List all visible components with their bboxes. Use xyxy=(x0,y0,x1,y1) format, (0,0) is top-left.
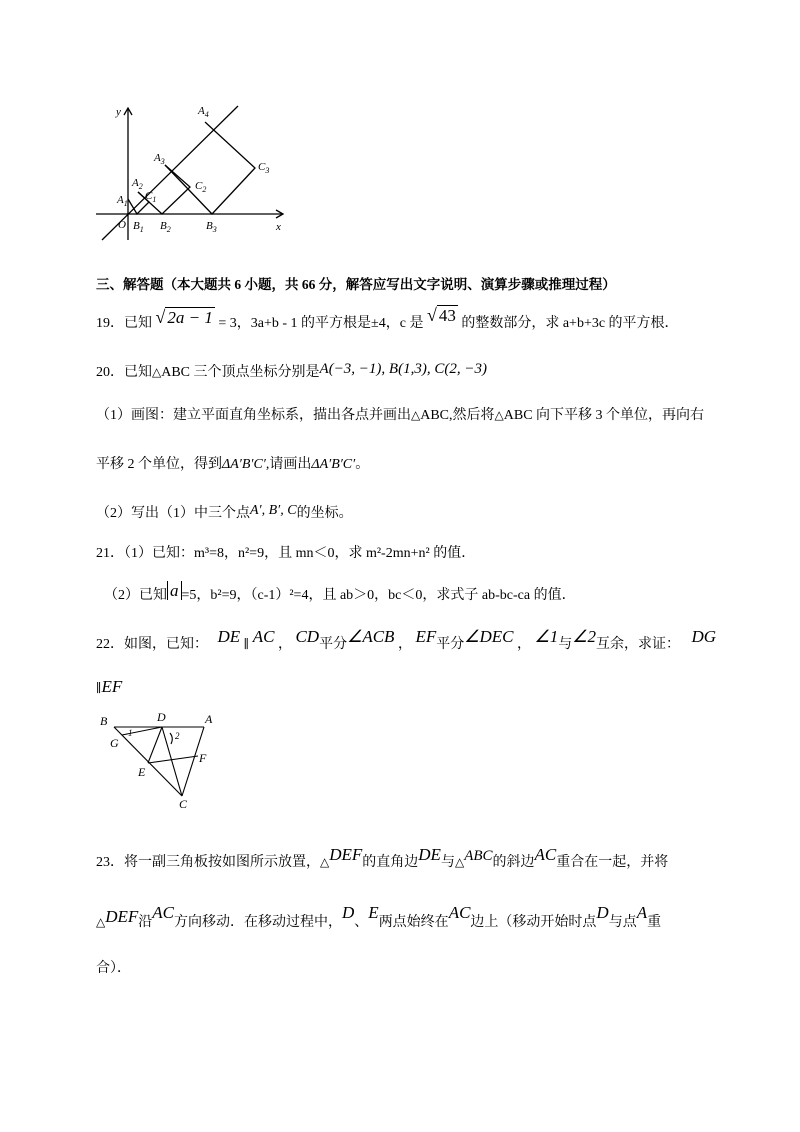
fig2-label-1: 1 xyxy=(128,728,133,738)
q19-mid: = 3，3a+b - 1 的平方根是±4，c 是 xyxy=(218,316,424,331)
q23-DEF: DEF xyxy=(329,845,363,864)
fig2-label-C: C xyxy=(179,797,188,811)
q23-k: 与点 xyxy=(608,915,637,930)
question-22-line1: 22．如图，已知： DE ∥ AC ， CD平分∠ACB ， EF平分∠DEC ， ∠1与∠2互余，求证： DG xyxy=(96,627,717,652)
q23-c: 与 xyxy=(440,855,455,870)
label-A3: $A_3$ xyxy=(154,152,165,166)
q22-complementary: 互余，求证： xyxy=(595,637,680,652)
fig2-label-2: 2 xyxy=(175,731,180,741)
segment-DE xyxy=(148,727,162,763)
q23-D: D xyxy=(342,903,355,922)
q22-angle-1: ∠1 xyxy=(534,627,559,646)
angle-arc-2 xyxy=(170,733,172,744)
section-3-heading: 三、解答题（本大题共 6 小题，共 66 分，解答应写出文字说明、演算步骤或推理过程） xyxy=(96,277,616,292)
q20-p1-text-a: （1）画图：建立平面直角坐标系，描出各点并画出 xyxy=(96,408,411,423)
question-21-part1: 21．（1）已知：m³=8，n²=9，且 mn＜0，求 m²-2mn+n² 的值． xyxy=(96,546,476,561)
figure-triangle-q22 xyxy=(92,708,232,812)
q22-bisect-2: 平分 xyxy=(436,637,465,652)
question-19 xyxy=(96,305,679,333)
q20-p2-b: 的坐标。 xyxy=(296,506,353,521)
q19-suffix: 的整数部分，求 a+b+3c 的平方根． xyxy=(461,316,679,331)
q23-l: 重 xyxy=(647,915,662,930)
abs-a: a xyxy=(167,581,182,600)
fig2-label-D: D xyxy=(157,710,166,724)
square-3 xyxy=(165,122,255,214)
q23-i: 两点始终在 xyxy=(378,915,449,930)
q20-p2-a: （2）写出（1）中三个点 xyxy=(96,506,250,521)
q23-D2: D xyxy=(596,903,609,922)
q20-coords: A(−3, −1), B(1,3), C(2, −3) xyxy=(319,361,487,377)
question-20-part2 xyxy=(96,505,353,523)
triangle-prime-1: ΔA′B′C′ xyxy=(222,457,266,472)
q22-line2-EF: EF xyxy=(101,677,123,696)
label-A1: $A_1$ xyxy=(117,194,128,208)
question-21-part2 xyxy=(104,581,576,605)
question-20-part1-line2 xyxy=(96,456,369,474)
q23-line2-DEF: DEF xyxy=(105,907,139,926)
figure-squares-on-axes xyxy=(90,100,300,245)
question-22-line2 xyxy=(96,678,122,698)
fig2-label-G: G xyxy=(110,736,119,750)
q23-AC2: AC xyxy=(152,903,175,922)
q23-j: 边上（移动开始时点 xyxy=(470,915,597,930)
q23-AC: AC xyxy=(534,845,557,864)
q23-A: A xyxy=(636,903,648,922)
axis-y-label: y xyxy=(116,106,121,118)
q20-intro-text: 20．已知 xyxy=(96,365,152,380)
q23-h: 、 xyxy=(354,915,369,930)
q23-a: 23．将一副三角板按如图所示放置， xyxy=(96,855,320,870)
label-A2: $A_2$ xyxy=(132,177,143,191)
q20-triangle-text: ABC 三个顶点坐标分别是 xyxy=(161,365,320,380)
q22-AC: AC xyxy=(252,627,275,646)
sqrt-2a-1: √ 2a − 1 xyxy=(155,307,213,327)
question-23-line3: 合）． xyxy=(96,961,131,976)
q20-points: A′, B′, C xyxy=(250,503,297,518)
fig2-label-A: A xyxy=(205,712,213,726)
q23-g: 方向移动．在移动过程中， xyxy=(174,915,343,930)
q22-line2-parallel: ∥ xyxy=(96,681,102,695)
q20-p1-text-c: ABC 向下平移 3 个单位，再向右 xyxy=(503,408,705,423)
fig2-label-E: E xyxy=(138,765,146,779)
q19-prefix: 19．已知 xyxy=(96,316,152,331)
q20-p1-line2-c: 。 xyxy=(355,457,370,472)
label-C1: $C_1$ xyxy=(145,190,157,204)
q22-with: 与 xyxy=(558,637,573,652)
fig2-label-F: F xyxy=(199,751,207,765)
q21-p2-a: （2）已知 xyxy=(104,588,167,603)
q23-E: E xyxy=(368,903,379,922)
q22-CD: CD xyxy=(295,627,320,646)
sqrt-43: √ 43 xyxy=(426,305,456,325)
q22-angle-DEC: ∠DEC xyxy=(464,627,514,646)
q22-angle-2: ∠2 xyxy=(572,627,596,646)
question-23-line1: 23．将一副三角板按如图所示放置，△DEF的直角边DE与△ABC的斜边AC重合在一起，并将 xyxy=(96,845,669,870)
q22-EF: EF xyxy=(415,627,437,646)
question-23-line2: △DEF沿AC方向移动．在移动过程中，D、E两点始终在AC边上（移动开始时点D与点A重 xyxy=(96,903,662,930)
label-B2: $B_2$ xyxy=(160,220,171,234)
label-B3: $B_3$ xyxy=(206,220,217,234)
q22-a: 22．如图，已知： xyxy=(96,637,208,652)
q20-p1-line2-a: 平移 2 个单位，得到 xyxy=(96,457,222,472)
q23-e: 重合在一起，并将 xyxy=(556,855,669,870)
label-A4: $A_4$ xyxy=(198,105,209,119)
q22-parallel: ∥ xyxy=(243,637,250,651)
label-C2: $C_2$ xyxy=(195,180,207,194)
q23-f: 沿 xyxy=(138,915,153,930)
question-20-intro: 20．已知△ABC 三个顶点坐标分别是A(−3, −1), B(1,3), C(2, −3) xyxy=(96,361,487,380)
label-C3: $C_3$ xyxy=(258,161,270,175)
q23-AC3: AC xyxy=(448,903,471,922)
triangle-prime-2: ΔA′B′C′ xyxy=(311,457,356,472)
q22-DE: DE xyxy=(217,627,241,646)
q22-angle-ACB: ∠ACB xyxy=(347,627,395,646)
question-20-part1-line1: （1）画图：建立平面直角坐标系，描出各点并画出△ABC,然后将△ABC 向下平移 3 个单位，再向右 xyxy=(96,408,705,423)
origin-label: O xyxy=(118,219,126,231)
q23-d: 的斜边 xyxy=(492,855,535,870)
axis-x-label: x xyxy=(276,221,281,233)
q23-DE: DE xyxy=(418,845,441,864)
q20-p1-line2-b: ,请画出 xyxy=(265,457,312,472)
q21-p2-b: =5，b²=9，（c-1）²=4，且 ab＞0，bc＜0，求式子 ab-bc-ca 的值． xyxy=(181,588,576,603)
q20-p1-text-b: ABC,然后将 xyxy=(420,408,495,423)
segment-EF xyxy=(148,756,198,763)
q23-b: 的直角边 xyxy=(362,855,419,870)
q23-ABC: ABC xyxy=(464,848,493,864)
q22-bisect-1: 平分 xyxy=(319,637,348,652)
label-B1: $B_1$ xyxy=(133,220,144,234)
fig2-label-B: B xyxy=(100,714,108,728)
q22-DG: DG xyxy=(691,627,717,646)
